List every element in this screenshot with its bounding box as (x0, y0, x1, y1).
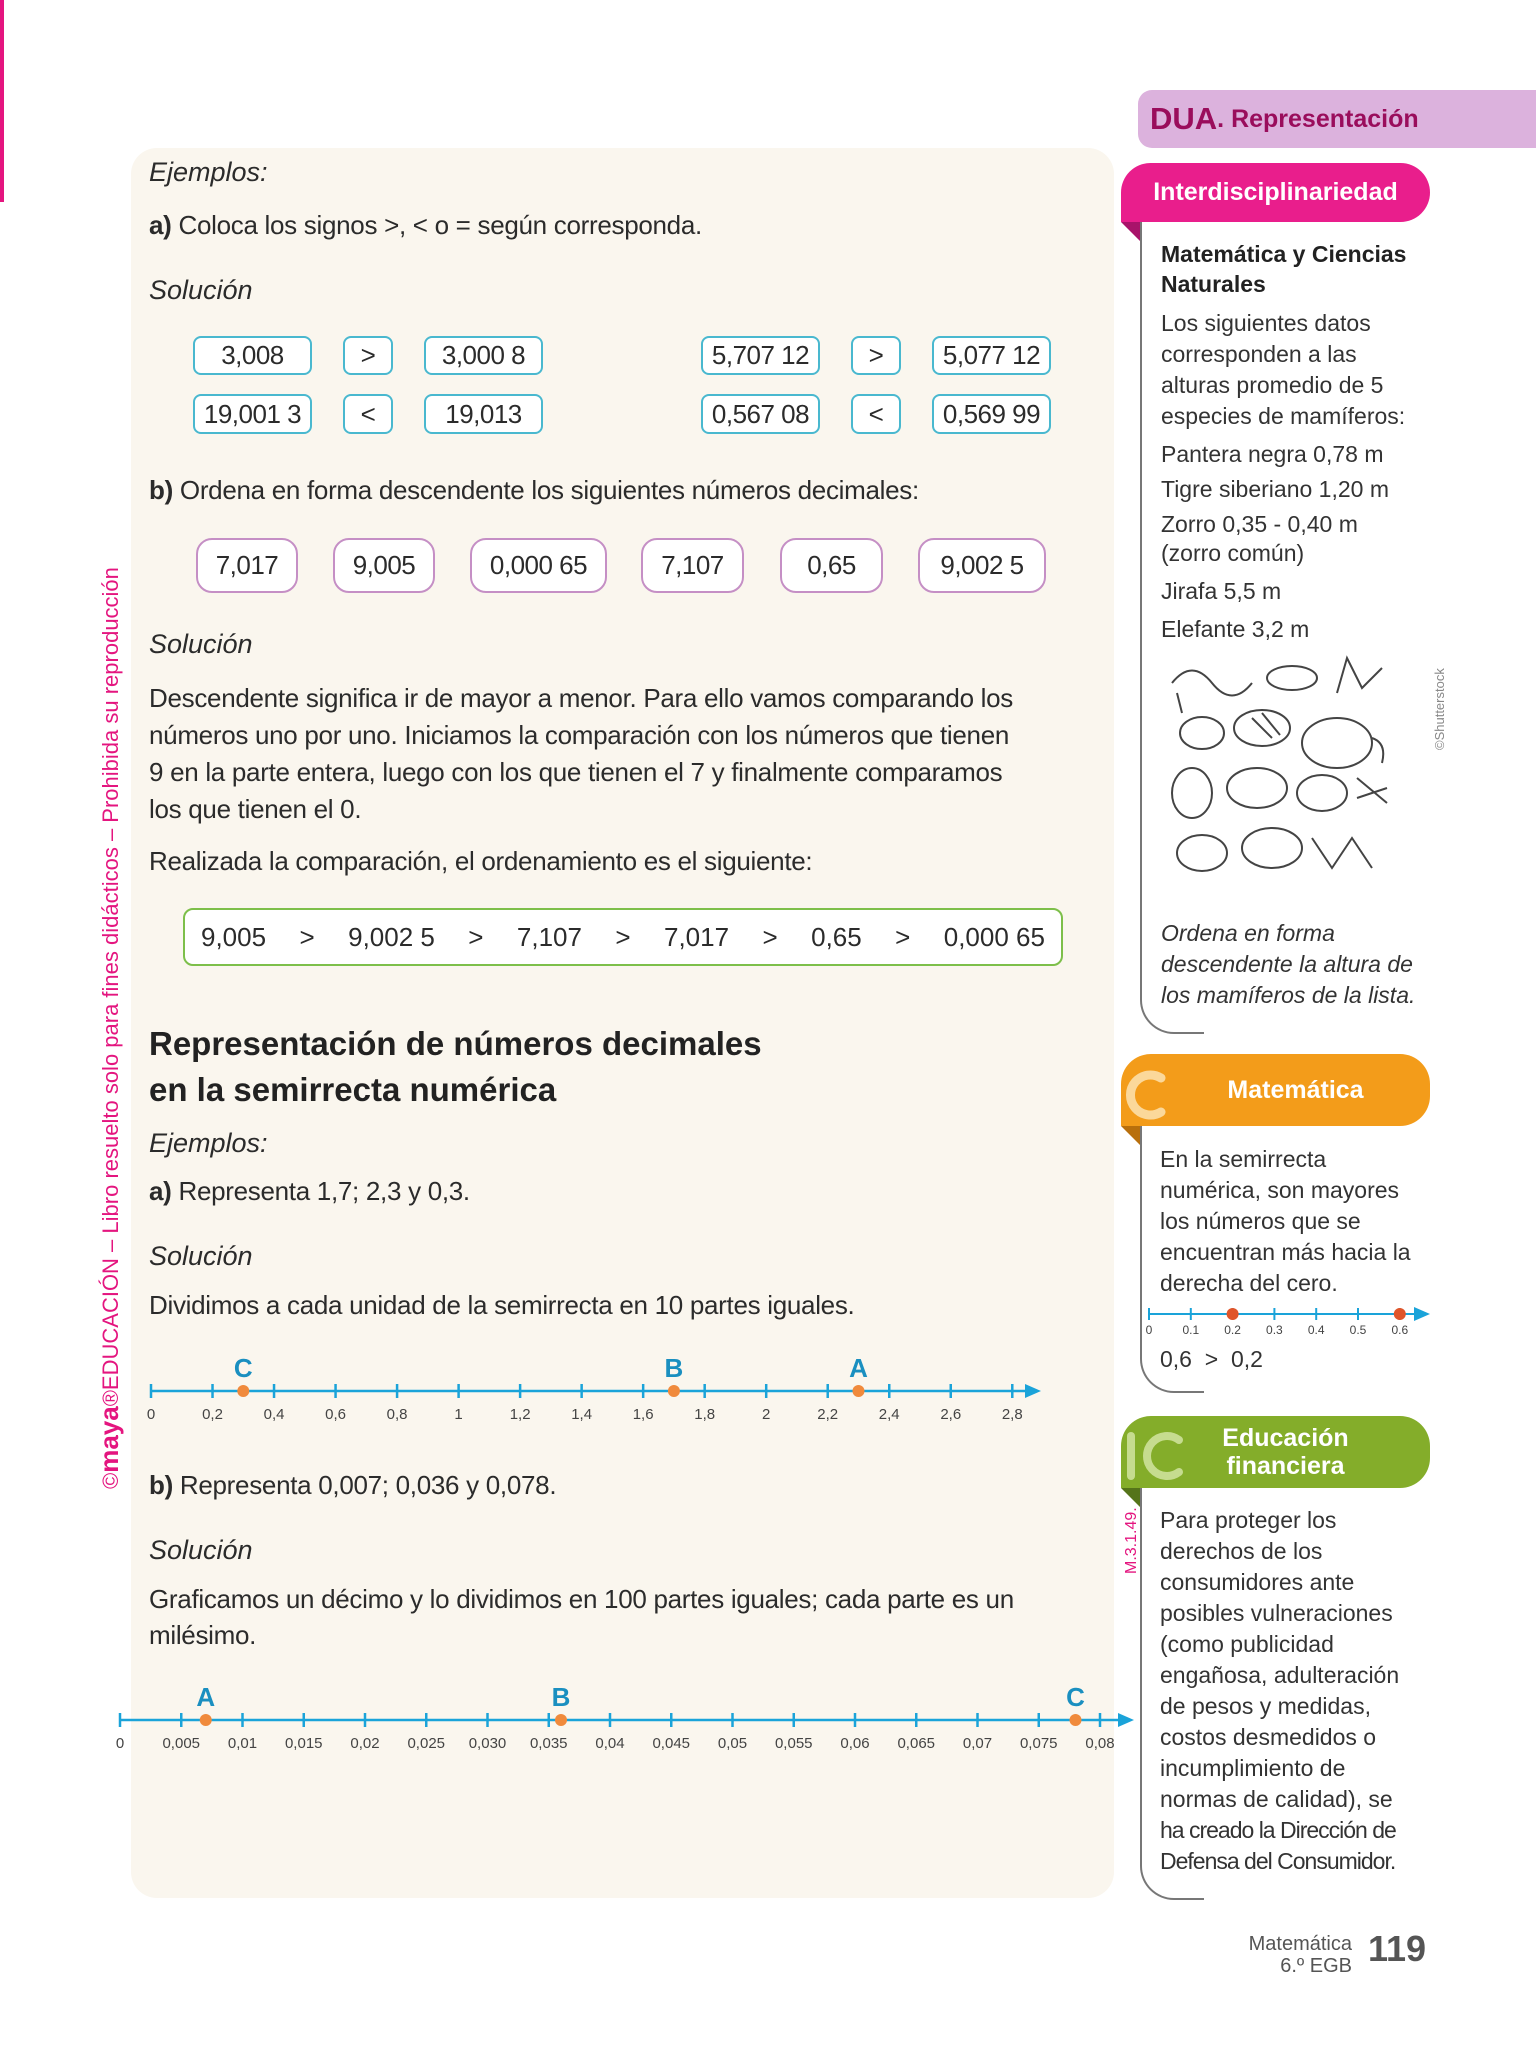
tick-label: 1,8 (694, 1406, 716, 1423)
card-line: costos desmedidos o (1160, 1724, 1377, 1750)
number-card: 0,000 65 (470, 538, 607, 593)
tick-label: 0,045 (652, 1735, 691, 1752)
number-card: 9,002 5 (918, 538, 1046, 593)
ordered-value: 7,017 (664, 921, 730, 952)
tick-label: 2,2 (817, 1406, 839, 1423)
comparison-sign: > (343, 336, 393, 375)
paragraph-line: Descendente significa ir de mayor a menor. Para ello vamos comparando los (149, 683, 1013, 713)
part-text: Representa 0,007; 0,036 y 0,078. (179, 1470, 557, 1500)
card-line: En la semirrecta (1160, 1146, 1327, 1172)
part-text: Ordena en forma descendente los siguientes números decimales: (179, 475, 919, 505)
part-text: Coloca los signos >, < o = según corresponda. (178, 210, 702, 240)
tick-label: 0.4 (1307, 1323, 1325, 1337)
tick-label: 0,06 (840, 1735, 870, 1752)
paragraph-line: los que tienen el 0. (149, 794, 362, 824)
card-line: incumplimiento de (1160, 1755, 1346, 1781)
animal-item: Jirafa 5,5 m (1161, 578, 1282, 604)
animal-item: (zorro común) (1161, 540, 1305, 566)
tick-label: 1,2 (509, 1406, 531, 1423)
paragraph-line: milésimo. (149, 1620, 257, 1650)
point-label: A (849, 1353, 868, 1383)
tick-label: 0.3 (1266, 1323, 1283, 1337)
card-line: normas de calidad), se (1160, 1786, 1393, 1812)
tick-label: 2 (762, 1406, 771, 1423)
part-letter: a) (149, 210, 172, 240)
comparison-sign: < (343, 394, 393, 434)
tick-label: 0.1 (1182, 1323, 1200, 1337)
tick-label: 0,035 (529, 1735, 568, 1752)
finance-header-label: Educación (1222, 1424, 1349, 1452)
comparison-right: 19,013 (424, 394, 543, 434)
part-letter: b) (149, 475, 173, 505)
tick-label: 2,4 (878, 1406, 900, 1423)
tick-label: 0,01 (227, 1735, 258, 1752)
card-line: especies de mamíferos: (1161, 403, 1406, 429)
tick-label: 0.5 (1349, 1323, 1367, 1337)
paragraph-line: números uno por uno. Iniciamos la comparación con los números que tienen (149, 720, 1010, 750)
examples-label: Ejemplos: (149, 1128, 268, 1158)
paragraph-line: 9 en la parte entera, luego con los que tienen el 7 y finalmente comparamos (149, 757, 1003, 787)
interdisciplinary-header: Interdisciplinariedad (1121, 163, 1430, 222)
curriculum-code: M.3.1.49. (1123, 1507, 1140, 1574)
part-a (149, 210, 702, 241)
number-card: 0,65 (780, 538, 883, 593)
c-logo-icon (1121, 1064, 1171, 1126)
comparison-left: 19,001 3 (193, 394, 312, 434)
number-card: 7,107 (641, 538, 744, 593)
tick-label: 0,07 (962, 1735, 993, 1752)
card-line: corresponden a las (1161, 341, 1357, 367)
point-label: B (664, 1353, 684, 1383)
examples-label: Ejemplos: (149, 157, 268, 187)
tick-label: 0 (146, 1406, 156, 1423)
tick-label: 2,8 (1001, 1406, 1023, 1423)
part-b (149, 475, 919, 506)
task-line: los mamíferos de la lista. (1161, 982, 1416, 1008)
tick-label: 0,8 (386, 1406, 408, 1423)
comparison-left: 0,567 08 (701, 394, 820, 434)
ic-logo-icon (1121, 1424, 1191, 1486)
point-label: C (1066, 1682, 1085, 1712)
tick-label: 0,030 (468, 1735, 507, 1752)
solution-label: Solución (149, 1241, 253, 1271)
ordered-value: 9,002 5 (348, 921, 435, 952)
animal-item: Pantera negra 0,78 m (1161, 441, 1384, 467)
ordered-sign: > (299, 921, 315, 952)
part-text: Representa 1,7; 2,3 y 0,3. (178, 1176, 470, 1206)
tick-label: 1,4 (571, 1406, 593, 1423)
comparison-right: 5,077 12 (932, 336, 1051, 375)
comparison-sign: > (851, 336, 901, 375)
section-title: Representación de números decimales (149, 1025, 762, 1062)
axis-arrow-icon (1414, 1307, 1430, 1321)
card-line: numérica, son mayores (1160, 1177, 1400, 1203)
point-label: B (551, 1682, 571, 1712)
comparison-right: 3,000 8 (424, 336, 543, 375)
comparison-right: 0,569 99 (932, 394, 1051, 434)
point-marker (1394, 1308, 1406, 1320)
tick-label: 1 (454, 1406, 463, 1423)
number-card: 7,017 (196, 538, 298, 593)
ribbon-fold (1121, 222, 1140, 241)
tick-label: 0,2 (202, 1406, 223, 1423)
ordered-sign: > (468, 921, 484, 952)
number-card: 9,005 (333, 538, 435, 593)
card-title: Matemática y Ciencias (1161, 241, 1407, 267)
image-credit: ©Shutterstock (1432, 668, 1447, 750)
animal-item: Elefante 3,2 m (1161, 616, 1310, 642)
tick-label: 0 (115, 1735, 125, 1752)
notice-text: EDUCACIÓN – Libro resuelto solo para fines didácticos – Prohibida su reproducción (98, 567, 123, 1391)
ordered-value: 0,65 (811, 921, 862, 952)
card-line: de pesos y medidas, (1160, 1693, 1371, 1719)
copyright-notice (94, 567, 125, 1489)
tick-label: 0,065 (897, 1735, 936, 1752)
card-line: encuentran más hacia la (1160, 1239, 1411, 1265)
animal-item: Tigre siberiano 1,20 m (1161, 476, 1389, 502)
dua-label: DUA (1150, 101, 1218, 136)
ribbon-fold (1121, 1126, 1140, 1145)
tick-label: 0,02 (350, 1735, 380, 1752)
tick-label: 0.2 (1224, 1323, 1241, 1337)
ordered-sign: > (762, 921, 778, 952)
dua-text: . Representación (1217, 104, 1419, 133)
paragraph-line: Graficamos un décimo y lo dividimos en 100 partes iguales; cada parte es un (149, 1584, 1014, 1614)
comparison-sign: < (851, 394, 901, 434)
ordered-value: 0,000 65 (943, 921, 1045, 952)
ordered-value: 9,005 (201, 921, 267, 952)
math-header-label: Matemática (1227, 1075, 1364, 1104)
card-line: derechos de los (1160, 1538, 1323, 1564)
copyright-symbol: © (98, 1472, 123, 1489)
card-line: Los siguientes datos (1161, 310, 1371, 336)
tick-label: 0,075 (1019, 1735, 1058, 1752)
paragraph-line: Dividimos a cada unidad de la semirrecta en 10 partes iguales. (149, 1290, 855, 1320)
solution-label: Solución (149, 629, 253, 659)
solution-label: Solución (149, 1535, 253, 1565)
card-line: ha creado la Dirección de (1160, 1817, 1396, 1843)
point-marker (1227, 1308, 1239, 1320)
footer-subject-label: Matemática (1248, 1933, 1352, 1955)
tick-label: 0,08 (1085, 1735, 1115, 1752)
tick-label: 0,04 (595, 1735, 625, 1752)
page-number: 119 (1368, 1928, 1427, 1969)
ordered-result-box (183, 908, 1063, 966)
ordered-sign: > (895, 921, 911, 952)
tick-label: 0,025 (407, 1735, 446, 1752)
math-comparison: 0,6 > 0,2 (1160, 1346, 1263, 1372)
comparison-left: 5,707 12 (701, 336, 820, 375)
solution-label: Solución (149, 275, 253, 305)
ordered-value: 7,107 (516, 921, 582, 952)
comparison-left: 3,008 (193, 336, 312, 375)
tick-label: 0,015 (284, 1735, 323, 1752)
finance-header-label: financiera (1226, 1452, 1345, 1480)
tick-label: 0,4 (263, 1406, 285, 1423)
card-line: posibles vulneraciones (1160, 1600, 1393, 1626)
footer-subject (1249, 1933, 1352, 1977)
card-title: Naturales (1161, 271, 1266, 297)
result-intro: Realizada la comparación, el ordenamiento es el siguiente: (149, 846, 813, 876)
tick-label: 0.6 (1391, 1323, 1409, 1337)
task-line: descendente la altura de (1161, 951, 1413, 977)
card-line: Defensa del Consumidor. (1160, 1848, 1396, 1874)
animals-illustration (1162, 653, 1397, 888)
tick-label: 0,055 (774, 1735, 813, 1752)
ribbon-fold (1121, 1488, 1140, 1507)
card-line: Para proteger los (1160, 1507, 1337, 1533)
task-line: Ordena en forma (1161, 920, 1335, 946)
point-label: A (196, 1682, 216, 1712)
tick-label: 0,05 (717, 1735, 748, 1752)
card-line: alturas promedio de 5 (1161, 372, 1384, 398)
part-letter: b) (149, 1470, 173, 1500)
tick-label: 0,005 (162, 1735, 201, 1752)
tick-label: 0 (1145, 1323, 1153, 1337)
part-a (149, 1176, 470, 1207)
card-line: consumidores ante (1160, 1569, 1355, 1595)
card-line: engañosa, adulteración (1160, 1662, 1400, 1688)
card-line: derecha del cero. (1160, 1270, 1338, 1296)
card-line: los números que se (1160, 1208, 1361, 1234)
tick-label: 2,6 (940, 1406, 962, 1423)
tick-label: 0,6 (325, 1406, 346, 1423)
registered-symbol: ® (98, 1390, 123, 1407)
animal-item: Zorro 0,35 - 0,40 m (1161, 511, 1358, 537)
part-letter: a) (149, 1176, 172, 1206)
ordered-sign: > (615, 921, 631, 952)
maya-logo: maya (94, 1406, 124, 1473)
section-title: en la semirrecta numérica (149, 1071, 557, 1108)
tick-label: 1,6 (632, 1406, 654, 1423)
point-label: C (233, 1353, 253, 1383)
dua-banner (1138, 90, 1536, 148)
axis-arrow-icon (1118, 1713, 1134, 1727)
footer-grade: 6.º EGB (1280, 1955, 1352, 1977)
page-edge-marker (0, 0, 4, 202)
part-b (149, 1470, 556, 1501)
card-line: (como publicidad (1160, 1631, 1334, 1657)
